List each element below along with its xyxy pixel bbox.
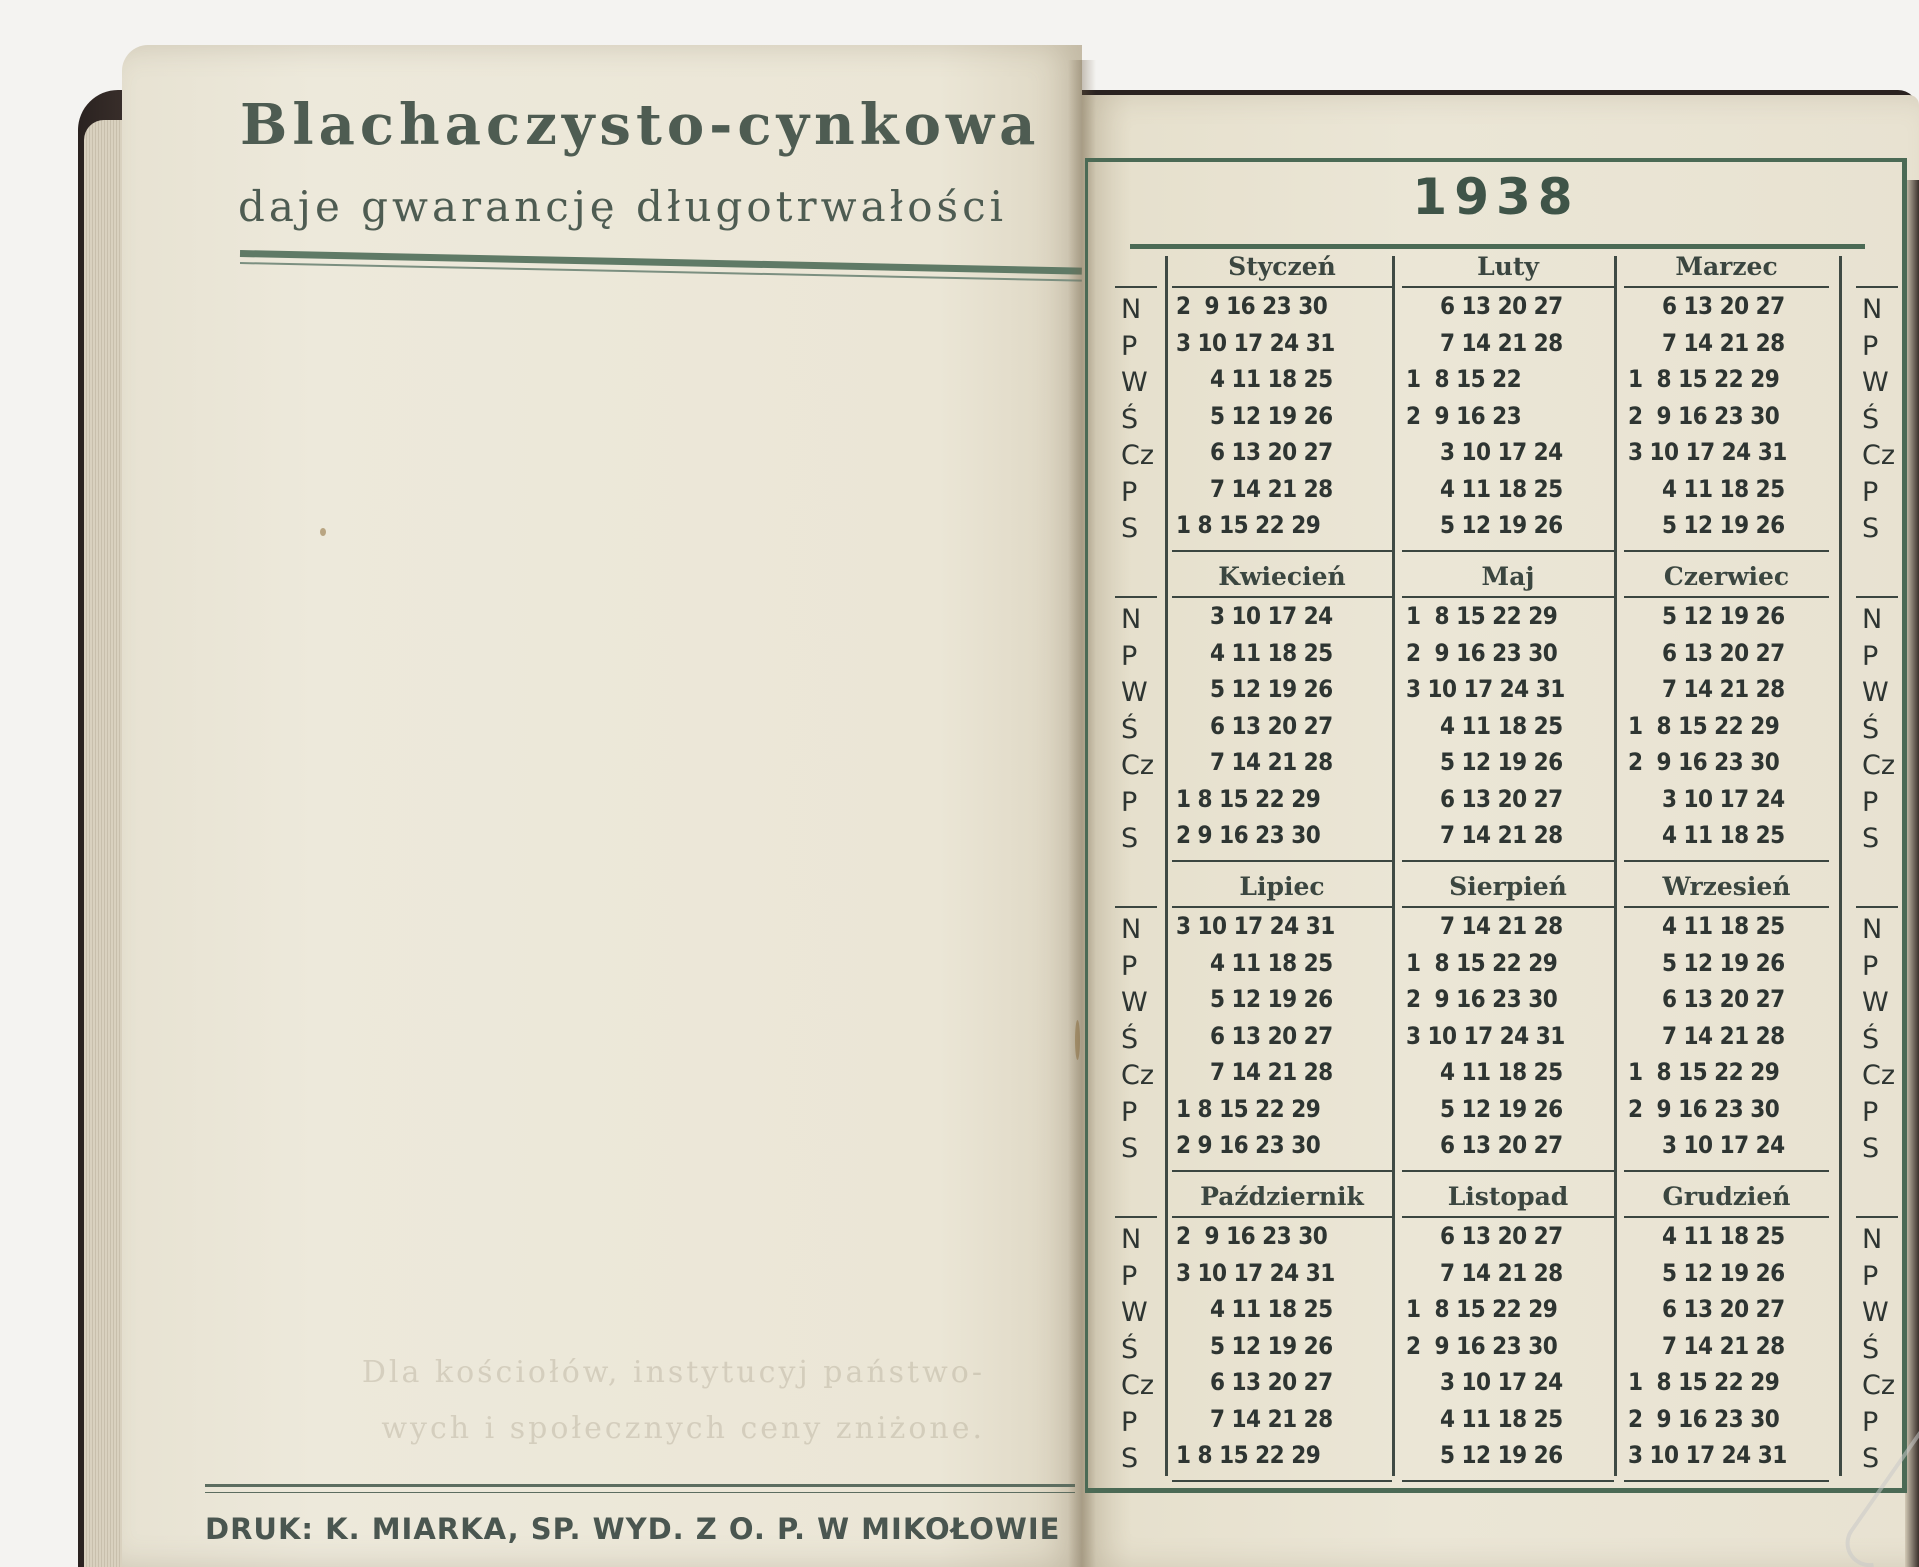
show-through-line-1: Dla kościołów, instytucyj państwo- xyxy=(361,1355,985,1390)
show-through-line-2: wych i społecznych ceny zniżone. xyxy=(381,1411,985,1446)
day-number-row: 6 13 20 27 xyxy=(1662,638,1785,667)
day-number-row: 4 11 18 25 xyxy=(1210,948,1333,977)
day-number-row: 2 9 16 23 30 xyxy=(1628,748,1780,776)
weekday-letter-right: Cz xyxy=(1862,440,1896,471)
weekday-letter-right: P xyxy=(1862,1096,1879,1128)
month-name-underline xyxy=(1172,596,1392,598)
day-number-row: 2 9 16 23 30 xyxy=(1176,1131,1321,1159)
month-name-underline xyxy=(1172,906,1392,908)
month-bottom-rule xyxy=(1402,860,1614,862)
month-block xyxy=(1624,1180,1829,1482)
weekday-letter-right: P xyxy=(1862,786,1879,818)
day-number-row: 5 12 19 26 xyxy=(1440,748,1563,776)
year-rule xyxy=(1130,244,1865,249)
day-number-row: 6 13 20 27 xyxy=(1210,1368,1333,1396)
weekday-letter-left: P xyxy=(1121,476,1138,508)
weekday-letter-left: N xyxy=(1121,294,1142,325)
month-name-underline xyxy=(1402,1216,1614,1218)
day-number-row: 5 12 19 26 xyxy=(1662,948,1785,977)
weekday-letter-left: S xyxy=(1121,513,1139,544)
day-number-row: 4 11 18 25 xyxy=(1440,474,1563,503)
month-bottom-rule xyxy=(1172,550,1392,552)
day-number-row: 6 13 20 27 xyxy=(1210,711,1333,740)
month-name: Wrzesień xyxy=(1662,872,1791,901)
month-name: Listopad xyxy=(1447,1182,1569,1211)
weekday-letter-left: P xyxy=(1121,950,1138,982)
weekday-letter-left: P xyxy=(1121,640,1138,672)
month-block xyxy=(1402,250,1614,552)
weekday-letter-right: P xyxy=(1862,476,1879,508)
weekday-letter-left: N xyxy=(1121,914,1142,945)
day-number-row: 1 8 15 22 29 xyxy=(1176,784,1321,813)
day-number-row: 2 9 16 23 30 xyxy=(1176,292,1328,320)
weekday-letter-right: P xyxy=(1862,1406,1879,1438)
day-number-row: 5 12 19 26 xyxy=(1662,511,1785,539)
weekday-letter-right: N xyxy=(1862,294,1883,325)
month-block xyxy=(1172,250,1392,552)
day-number-row: 4 11 18 25 xyxy=(1440,711,1563,740)
day-number-row: 4 11 18 25 xyxy=(1440,1404,1563,1433)
weekday-letter-left: W xyxy=(1121,367,1148,398)
month-block xyxy=(1172,870,1392,1172)
weekday-letter-right: W xyxy=(1862,367,1889,398)
day-number-row: 5 12 19 26 xyxy=(1440,511,1563,539)
month-name-underline xyxy=(1624,596,1829,598)
day-number-row: 7 14 21 28 xyxy=(1210,1058,1333,1086)
weekday-letter-left: P xyxy=(1121,330,1138,362)
weekday-letter-left: W xyxy=(1121,1297,1148,1328)
day-number-row: 3 10 17 24 31 xyxy=(1406,675,1565,703)
calendar-year: 1938 xyxy=(1412,168,1580,226)
day-number-row: 5 12 19 26 xyxy=(1210,985,1333,1013)
day-number-row: 5 12 19 26 xyxy=(1210,401,1333,430)
month-name: Lipiec xyxy=(1239,872,1325,901)
day-number-row: 6 13 20 27 xyxy=(1440,1131,1563,1159)
month-bottom-rule xyxy=(1402,550,1614,552)
weekday-letter-right: W xyxy=(1862,987,1889,1018)
day-number-row: 4 11 18 25 xyxy=(1210,365,1333,393)
month-name: Styczeń xyxy=(1228,252,1336,281)
weekday-letter-left: Cz xyxy=(1121,440,1155,471)
day-number-row: 4 11 18 25 xyxy=(1662,474,1785,503)
month-bottom-rule xyxy=(1172,860,1392,862)
weekday-letter-left: N xyxy=(1121,1224,1142,1255)
month-name: Sierpień xyxy=(1449,872,1567,901)
weekday-letter-left: Cz xyxy=(1121,1370,1155,1401)
month-name: Czerwiec xyxy=(1663,562,1790,591)
weekday-letter-right: N xyxy=(1862,604,1883,635)
weekday-letter-right: P xyxy=(1862,640,1879,672)
month-block xyxy=(1624,250,1829,552)
footer-rule xyxy=(205,1484,1075,1487)
day-number-row: 1 8 15 22 29 xyxy=(1406,948,1558,977)
weekday-letter-left: Ś xyxy=(1121,403,1139,435)
month-name-underline xyxy=(1624,906,1829,908)
weekday-letter-left: N xyxy=(1121,604,1142,635)
weekday-letter-right: P xyxy=(1862,330,1879,362)
day-number-row: 2 9 16 23 30 xyxy=(1406,1331,1558,1360)
weekday-letter-left: W xyxy=(1121,987,1148,1018)
day-letter-separator xyxy=(1115,1216,1157,1218)
weekday-letter-left: Ś xyxy=(1121,1023,1139,1055)
day-number-row: 6 13 20 27 xyxy=(1662,1295,1785,1323)
day-number-row: 1 8 15 22 xyxy=(1406,365,1522,393)
weekday-letter-right: N xyxy=(1862,1224,1883,1255)
month-block xyxy=(1402,870,1614,1172)
day-letter-separator xyxy=(1856,596,1898,598)
calendar-column-rule xyxy=(1165,256,1168,1476)
weekday-letter-right: N xyxy=(1862,914,1883,945)
day-number-row: 5 12 19 26 xyxy=(1662,1258,1785,1287)
day-number-row: 5 12 19 26 xyxy=(1440,1441,1563,1469)
weekday-letter-right: S xyxy=(1862,1443,1880,1474)
day-number-row: 2 9 16 23 30 xyxy=(1406,985,1558,1013)
day-number-row: 7 14 21 28 xyxy=(1440,328,1563,357)
month-name-underline xyxy=(1172,286,1392,288)
month-name-underline xyxy=(1402,906,1614,908)
day-number-row: 6 13 20 27 xyxy=(1440,1222,1563,1250)
weekday-letter-left: Cz xyxy=(1121,1060,1155,1091)
day-number-row: 3 10 17 24 31 xyxy=(1176,328,1335,357)
ad-subtitle: daje gwarancję długotrwałości xyxy=(238,182,1008,231)
calendar-grid xyxy=(1121,250,1896,1475)
footer-rule-thin xyxy=(205,1492,1075,1493)
day-letter-separator xyxy=(1115,596,1157,598)
day-number-row: 4 11 18 25 xyxy=(1662,821,1785,849)
month-name: Kwiecień xyxy=(1218,562,1346,591)
day-number-row: 7 14 21 28 xyxy=(1440,821,1563,849)
month-bottom-rule xyxy=(1624,1480,1829,1482)
weekday-letter-right: Cz xyxy=(1862,1370,1896,1401)
weekday-letter-left: S xyxy=(1121,1133,1139,1164)
month-bottom-rule xyxy=(1624,550,1829,552)
month-block xyxy=(1172,560,1392,862)
weekday-letter-right: Ś xyxy=(1862,1333,1880,1365)
month-bottom-rule xyxy=(1624,1170,1829,1172)
day-number-row: 1 8 15 22 29 xyxy=(1628,711,1780,740)
ad-title: Blachaczysto-cynkowa xyxy=(240,92,1041,158)
day-number-row: 7 14 21 28 xyxy=(1662,675,1785,703)
day-number-row: 7 14 21 28 xyxy=(1662,1331,1785,1360)
day-number-row: 2 9 16 23 30 xyxy=(1628,1094,1780,1123)
day-number-row: 2 9 16 23 30 xyxy=(1406,638,1558,667)
day-number-row: 3 10 17 24 31 xyxy=(1176,1258,1335,1287)
day-number-row: 2 9 16 23 30 xyxy=(1176,1222,1328,1250)
month-name: Luty xyxy=(1477,252,1539,281)
show-through-text xyxy=(265,1345,985,1457)
weekday-letter-right: Ś xyxy=(1862,713,1880,745)
month-block xyxy=(1624,560,1829,862)
month-bottom-rule xyxy=(1402,1480,1614,1482)
day-number-row: 3 10 17 24 xyxy=(1440,1368,1563,1396)
month-name: Marzec xyxy=(1675,252,1778,281)
month-name: Październik xyxy=(1200,1182,1364,1211)
month-bottom-rule xyxy=(1172,1480,1392,1482)
day-number-row: 5 12 19 26 xyxy=(1440,1094,1563,1123)
day-number-row: 5 12 19 26 xyxy=(1210,675,1333,703)
page-edges xyxy=(84,120,124,1567)
day-number-row: 4 11 18 25 xyxy=(1662,912,1785,940)
day-number-row: 6 13 20 27 xyxy=(1440,784,1563,813)
day-letter-separator xyxy=(1856,286,1898,288)
paper-spot xyxy=(320,528,326,536)
weekday-letter-left: Ś xyxy=(1121,713,1139,745)
day-number-row: 7 14 21 28 xyxy=(1440,912,1563,940)
day-number-row: 3 10 17 24 31 xyxy=(1628,1441,1787,1469)
day-number-row: 2 9 16 23 30 xyxy=(1628,1404,1780,1433)
day-letter-separator xyxy=(1856,906,1898,908)
day-number-row: 1 8 15 22 29 xyxy=(1628,1058,1780,1086)
weekday-letter-right: Ś xyxy=(1862,1023,1880,1055)
weekday-letter-right: W xyxy=(1862,677,1889,708)
day-number-row: 1 8 15 22 29 xyxy=(1176,511,1321,539)
day-number-row: 7 14 21 28 xyxy=(1662,328,1785,357)
weekday-letter-left: Ś xyxy=(1121,1333,1139,1365)
weekday-letter-right: Cz xyxy=(1862,1060,1896,1091)
weekday-letter-right: W xyxy=(1862,1297,1889,1328)
day-number-row: 6 13 20 27 xyxy=(1210,438,1333,466)
month-name: Maj xyxy=(1481,562,1535,591)
day-number-row: 1 8 15 22 29 xyxy=(1628,1368,1780,1396)
weekday-letter-right: P xyxy=(1862,950,1879,982)
month-bottom-rule xyxy=(1624,860,1829,862)
weekday-letter-left: P xyxy=(1121,1096,1138,1128)
weekday-letter-left: P xyxy=(1121,786,1138,818)
day-number-row: 7 14 21 28 xyxy=(1662,1021,1785,1050)
day-number-row: 4 11 18 25 xyxy=(1210,638,1333,667)
day-number-row: 6 13 20 27 xyxy=(1210,1021,1333,1050)
month-bottom-rule xyxy=(1172,1170,1392,1172)
day-letter-separator xyxy=(1115,286,1157,288)
day-number-row: 1 8 15 22 29 xyxy=(1628,365,1780,393)
day-number-row: 7 14 21 28 xyxy=(1210,1404,1333,1433)
day-number-row: 1 8 15 22 29 xyxy=(1176,1094,1321,1123)
day-number-row: 5 12 19 26 xyxy=(1210,1331,1333,1360)
day-number-row: 1 8 15 22 29 xyxy=(1176,1441,1321,1469)
month-block xyxy=(1402,560,1614,862)
day-number-row: 1 8 15 22 29 xyxy=(1406,1295,1558,1323)
weekday-letter-right: S xyxy=(1862,823,1880,854)
month-bottom-rule xyxy=(1402,1170,1614,1172)
weekday-letter-right: S xyxy=(1862,1133,1880,1164)
day-number-row: 7 14 21 28 xyxy=(1210,474,1333,503)
day-number-row: 2 9 16 23 30 xyxy=(1176,821,1321,849)
printer-credit: DRUK: K. MIARKA, SP. WYD. Z O. P. W MIKOŁOWIE xyxy=(205,1512,1061,1546)
weekday-letter-left: Cz xyxy=(1121,750,1155,781)
month-name-underline xyxy=(1402,596,1614,598)
day-letter-separator xyxy=(1856,1216,1898,1218)
day-number-row: 2 9 16 23 xyxy=(1406,401,1522,430)
left-page xyxy=(122,45,1082,1567)
day-number-row: 6 13 20 27 xyxy=(1662,985,1785,1013)
day-number-row: 7 14 21 28 xyxy=(1210,748,1333,776)
day-number-row: 4 11 18 25 xyxy=(1210,1295,1333,1323)
day-number-row: 3 10 17 24 xyxy=(1662,1131,1785,1159)
month-name-underline xyxy=(1624,1216,1829,1218)
day-number-row: 4 11 18 25 xyxy=(1662,1222,1785,1250)
day-number-row: 1 8 15 22 29 xyxy=(1406,602,1558,630)
month-name-underline xyxy=(1172,1216,1392,1218)
month-block xyxy=(1172,1180,1392,1482)
weekday-letter-left: W xyxy=(1121,677,1148,708)
day-number-row: 3 10 17 24 31 xyxy=(1176,912,1335,940)
day-number-row: 3 10 17 24 31 xyxy=(1406,1021,1565,1050)
day-number-row: 3 10 17 24 31 xyxy=(1628,438,1787,466)
day-number-row: 5 12 19 26 xyxy=(1662,602,1785,630)
day-number-row: 3 10 17 24 xyxy=(1440,438,1563,466)
day-number-row: 7 14 21 28 xyxy=(1440,1258,1563,1287)
day-number-row: 4 11 18 25 xyxy=(1440,1058,1563,1086)
weekday-letter-left: S xyxy=(1121,1443,1139,1474)
month-block xyxy=(1402,1180,1614,1482)
day-number-row: 3 10 17 24 xyxy=(1662,784,1785,813)
month-block xyxy=(1624,870,1829,1172)
month-name-underline xyxy=(1402,286,1614,288)
weekday-letter-right: S xyxy=(1862,513,1880,544)
calendar-column-rule xyxy=(1839,256,1842,1476)
day-number-row: 6 13 20 27 xyxy=(1662,292,1785,320)
day-letter-separator xyxy=(1115,906,1157,908)
month-name-underline xyxy=(1624,286,1829,288)
day-number-row: 3 10 17 24 xyxy=(1210,602,1333,630)
weekday-letter-left: S xyxy=(1121,823,1139,854)
weekday-letter-left: P xyxy=(1121,1260,1138,1292)
day-number-row: 2 9 16 23 30 xyxy=(1628,401,1780,430)
month-name: Grudzień xyxy=(1662,1182,1791,1211)
weekday-letter-right: Cz xyxy=(1862,750,1896,781)
day-number-row: 6 13 20 27 xyxy=(1440,292,1563,320)
next-page-edge xyxy=(1905,180,1919,1567)
weekday-letter-left: P xyxy=(1121,1406,1138,1438)
weekday-letter-right: Ś xyxy=(1862,403,1880,435)
weekday-letter-right: P xyxy=(1862,1260,1879,1292)
